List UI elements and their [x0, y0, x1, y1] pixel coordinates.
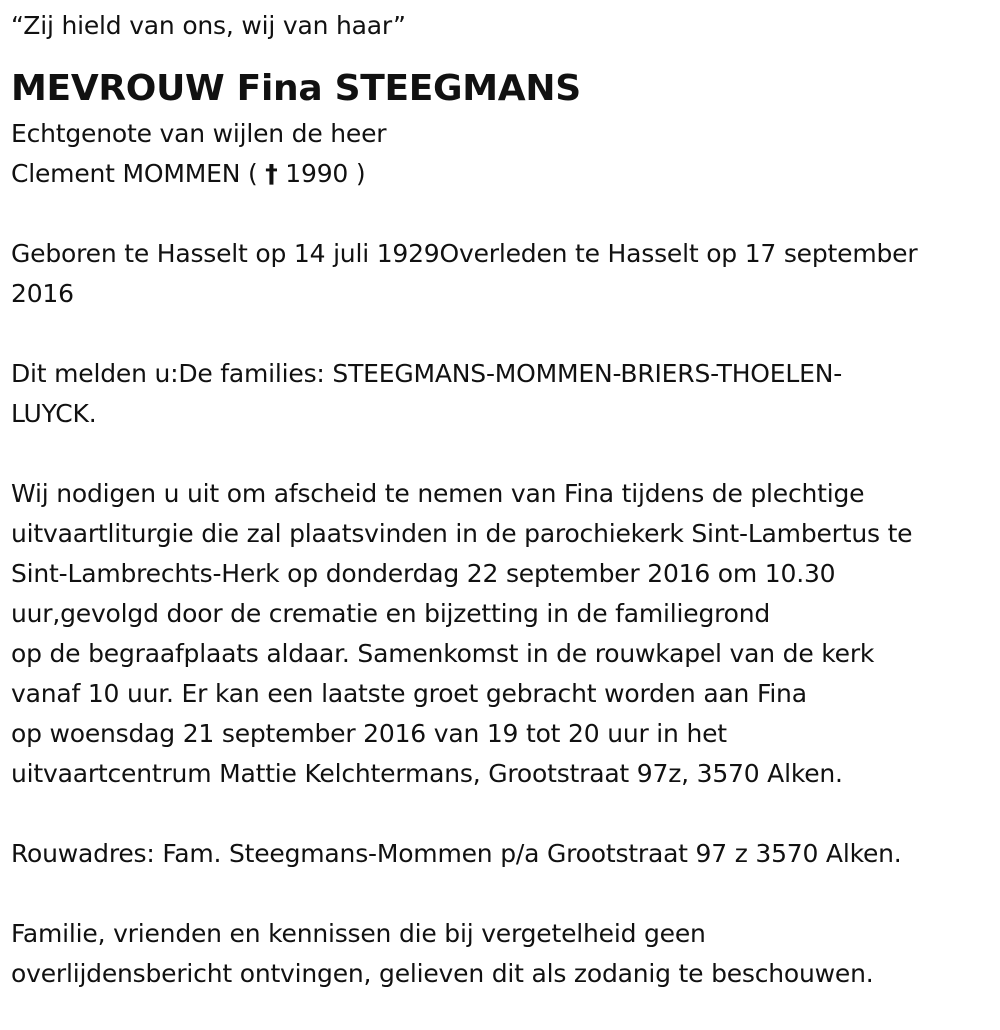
- spouse-line-2: [11, 154, 996, 194]
- invitation-line: uur,gevolgd door de crematie en bijzetting in de familiegrond: [11, 599, 771, 628]
- spacer: [11, 434, 996, 474]
- invitation-line: uitvaartliturgie die zal plaatsvinden in de parochiekerk Sint-Lambertus te: [11, 519, 913, 548]
- spacer: [11, 314, 996, 354]
- invitation-line: op woensdag 21 september 2016 van 19 tot 20 uur in het: [11, 719, 727, 748]
- closing-line: Familie, vrienden en kennissen die bij vergetelheid geen: [11, 919, 706, 948]
- invitation-line: op de begraafplaats aldaar. Samenkomst in de rouwkapel van de kerk: [11, 639, 875, 668]
- spouse-line-1: Echtgenote van wijlen de heer: [11, 119, 387, 148]
- spouse-name: Clement MOMMEN (: [11, 159, 266, 188]
- memorial-quote: “Zij hield van ons, wij van haar”: [11, 11, 406, 40]
- invitation-line: Sint-Lambrechts-Herk op donderdag 22 september 2016 om 10.30: [11, 559, 836, 588]
- mourning-address: Rouwadres: Fam. Steegmans-Mommen p/a Grootstraat 97 z 3570 Alken.: [11, 839, 902, 868]
- invitation-line: uitvaartcentrum Mattie Kelchtermans, Grootstraat 97z, 3570 Alken.: [11, 759, 843, 788]
- birth-death-line-2: 2016: [11, 279, 74, 308]
- deceased-name: MEVROUW Fina STEEGMANS: [11, 68, 581, 109]
- spouse-death-year: 1990 ): [277, 159, 366, 188]
- cross-icon: †: [265, 159, 278, 188]
- invitation-line: Wij nodigen u uit om afscheid te nemen van Fina tijdens de plechtige: [11, 479, 865, 508]
- spacer: [11, 874, 996, 914]
- closing-paragraph: [11, 914, 996, 994]
- invitation-paragraph: [11, 474, 996, 794]
- obituary-notice: [11, 6, 996, 994]
- closing-line: overlijdensbericht ontvingen, gelieven dit als zodanig te beschouwen.: [11, 959, 874, 988]
- invitation-line: vanaf 10 uur. Er kan een laatste groet gebracht worden aan Fina: [11, 679, 807, 708]
- announcers-line-2: LUYCK.: [11, 399, 97, 428]
- birth-death-line-1: Geboren te Hasselt op 14 juli 1929Overleden te Hasselt op 17 september: [11, 239, 918, 268]
- spacer: [11, 794, 996, 834]
- announcers-line-1: Dit melden u:De families: STEEGMANS-MOMMEN-BRIERS-THOELEN-: [11, 359, 843, 388]
- spacer: [11, 194, 996, 234]
